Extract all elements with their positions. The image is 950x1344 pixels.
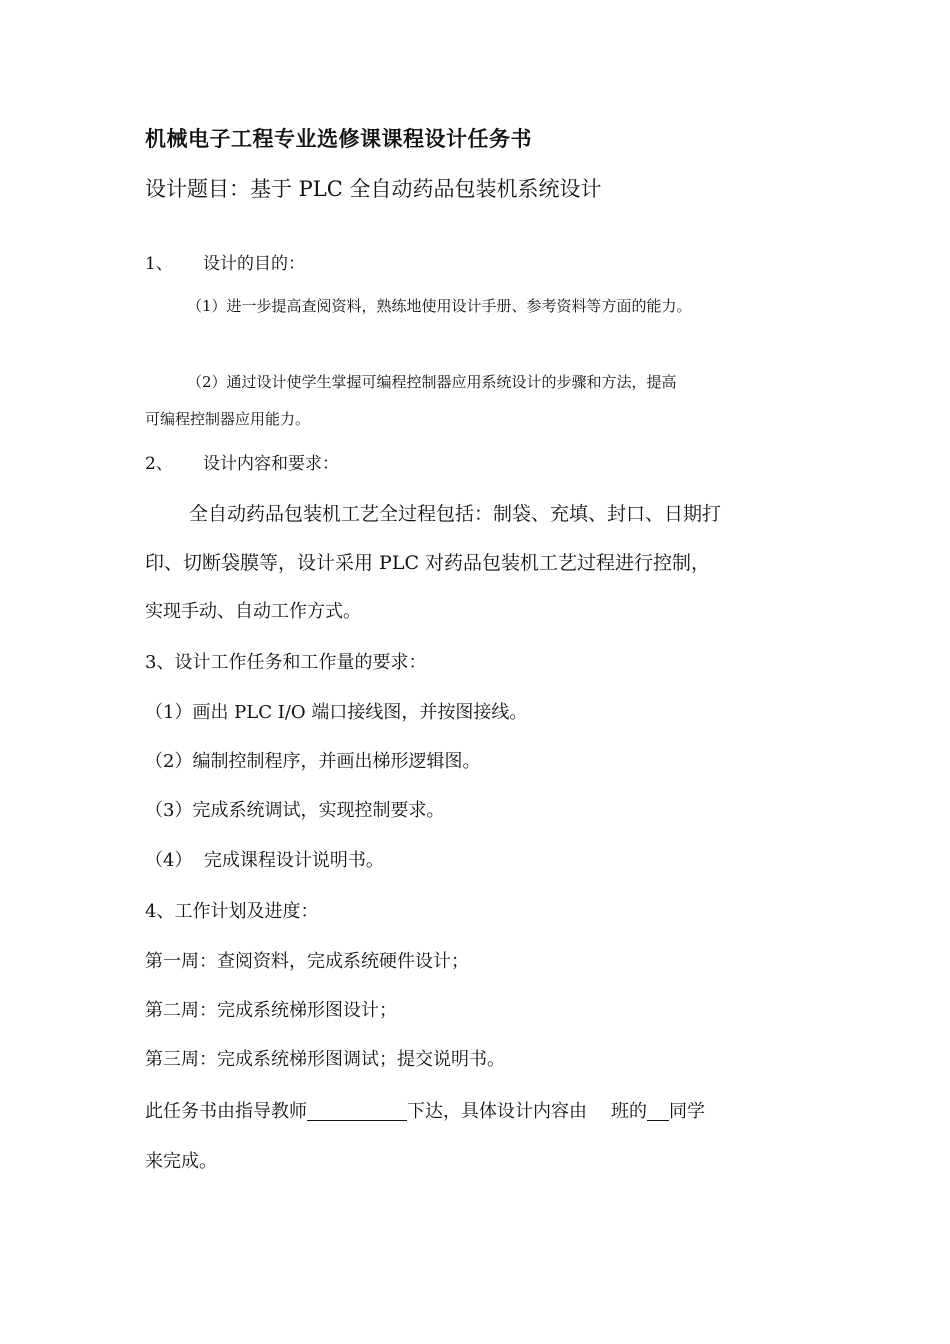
section2-para-line2: 印、切断袋膜等，设计采用 PLC 对药品包装机工艺过程进行控制， <box>145 552 711 574</box>
closing-text-student: 同学 <box>669 1101 705 1122</box>
schedule-week-3: 第三周：完成系统梯形图调试；提交说明书。 <box>145 1049 505 1070</box>
document-title: 机械电子工程专业选修课课程设计任务书 <box>145 127 532 151</box>
section1-title: 设计的目的： <box>203 254 305 274</box>
section2-heading <box>145 456 339 473</box>
section3-item-3: （3）完成系统调试，实现控制要求。 <box>145 800 445 821</box>
closing-line-1 <box>145 1102 705 1121</box>
section4-heading: 4、工作计划及进度： <box>145 901 319 922</box>
section3-item-4: （4） 完成课程设计说明书。 <box>145 850 384 871</box>
schedule-week-1: 第一周：查阅资料，完成系统硬件设计； <box>145 951 469 972</box>
section3-item-1: （1）画出 PLC I/O 端口接线图，并按图接线。 <box>145 702 528 723</box>
design-topic: 设计题目：基于 PLC 全自动药品包装机系统设计 <box>145 177 602 201</box>
closing-line-2: 来完成。 <box>145 1151 217 1172</box>
student-blank <box>647 1102 669 1121</box>
section3-heading: 3、设计工作任务和工作量的要求： <box>145 652 427 673</box>
closing-text-instructor: 此任务书由指导教师 <box>145 1101 307 1122</box>
section2-para-line1: 全自动药品包装机工艺全过程包括：制袋、充填、封口、日期打 <box>189 503 722 525</box>
schedule-week-2: 第二周：完成系统梯形图设计； <box>145 1000 397 1021</box>
section2-number: 2、 <box>145 454 173 474</box>
section2-title: 设计内容和要求： <box>203 454 339 474</box>
section2-para-line3: 实现手动、自动工作方式。 <box>145 601 361 622</box>
section3-item-2: （2）编制控制程序，并画出梯形逻辑图。 <box>145 751 481 772</box>
closing-text-issued: 下达，具体设计内容由 <box>407 1101 587 1122</box>
section1-item2-line1: （2）通过设计使学生掌握可编程控制器应用系统设计的步骤和方法，提高 <box>187 373 677 391</box>
section1-heading <box>145 256 305 273</box>
instructor-blank <box>307 1102 407 1121</box>
section1-number: 1、 <box>145 254 173 274</box>
section1-item2-line2: 可编程控制器应用能力。 <box>145 410 311 428</box>
section1-item1: （1）进一步提高查阅资料，熟练地使用设计手册、参考资料等方面的能力。 <box>187 297 692 315</box>
closing-text-class: 班的 <box>611 1101 647 1122</box>
